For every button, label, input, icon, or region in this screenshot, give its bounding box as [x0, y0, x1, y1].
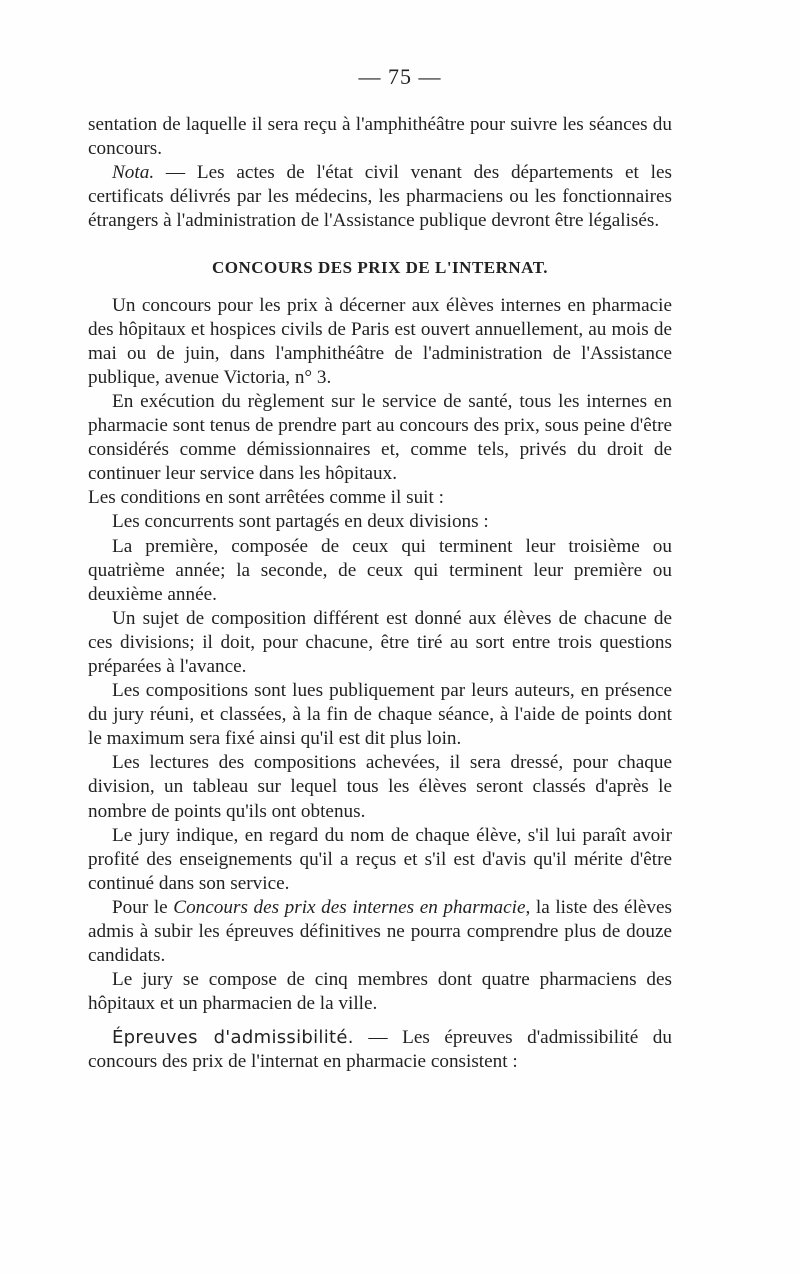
- epreuves-subtitle: Épreuves d'admissibilité.: [112, 1027, 354, 1049]
- paragraph-liste-admis: [88, 896, 672, 968]
- page-body: [88, 113, 672, 1075]
- paragraph-epreuves-admissibilite: [88, 1026, 672, 1074]
- paragraph-divisions: Les concurrents sont partagés en deux divisions :: [112, 511, 489, 533]
- paragraph-reglement: En exécution du règlement sur le service de santé, tous les internes en pharmacie sont tenus de prendre part au concours des prix, sous peine d'être considérés comme démissionnaires et, comme tels, privés du droit de continuer leur service dans les hôpitaux.: [88, 390, 672, 485]
- paragraph-jury-composition: Le jury se compose de cinq membres dont quatre pharmaciens des hôpitaux et un pharmacien de la ville.: [88, 969, 672, 1015]
- liste-admis-start: Pour le: [112, 896, 174, 918]
- epreuves-text: — Les épreuves d'admissibilité du concours des prix de l'internat en pharmacie consistent :: [88, 1027, 672, 1073]
- section-heading: CONCOURS DES PRIX DE L'INTERNAT.: [211, 258, 549, 278]
- paragraph-concours-intro: Un concours pour les prix à décerner aux élèves internes en pharmacie des hôpitaux et hospices civils de Paris est ouvert annuellement, au mois de mai ou de juin, dans l'amphithéâtre de l'administration de l'Assistance publique, avenue Victoria, n° 3.: [88, 294, 672, 388]
- page-number: — 75 —: [358, 64, 442, 89]
- nota-text: — Les actes de l'état civil venant des départements et les certificats délivrés par les médecins, les pharmaciens ou les fonctionnaires étrangers à l'administration de l'Assistance publique devront être légalisés.: [88, 162, 672, 232]
- paragraph-jury-avis: Le jury indique, en regard du nom de chaque élève, s'il lui paraît avoir profité des enseignements qu'il a reçus et s'il est d'avis qu'il mérite d'être continué dans son service.: [88, 824, 672, 894]
- concours-title-italic: Concours des prix des internes en pharmacie: [173, 896, 526, 918]
- paragraph-continuation: sentation de laquelle il sera reçu à l'amphithéâtre pour suivre les séances du concours.: [88, 114, 672, 160]
- liste-admis-end: , la liste des élèves admis à subir les épreuves définitives ne pourra comprendre plus de douze candidats.: [88, 896, 672, 967]
- paragraph-sujet-composition: Un sujet de composition différent est donné aux élèves de chacune de ces divisions; il doit, pour chacune, être tiré au sort entre trois questions préparées à l'avance.: [88, 607, 672, 677]
- paragraph-lecture-compositions: Les compositions sont lues publiquement par leurs auteurs, en présence du jury réuni, et classées, à la fin de chaque séance, à l'aide de points dont le maximum sera fixé ainsi qu'il est dit plus loin.: [88, 680, 672, 750]
- paragraph-conditions: Les conditions en sont arrêtées comme il suit :: [88, 487, 444, 509]
- paragraph-tableau-classement: Les lectures des compositions achevées, il sera dressé, pour chaque division, un tableau sur lequel tous les élèves seront classés d'après le nombre de points qu'ils ont obtenus.: [88, 752, 672, 822]
- nota-label: Nota.: [112, 162, 155, 184]
- nota-paragraph: [88, 161, 672, 233]
- paragraph-premiere-division: La première, composée de ceux qui terminent leur troisième ou quatrième année; la seconde, de ceux qui terminent leur première ou deuxième année.: [88, 535, 672, 605]
